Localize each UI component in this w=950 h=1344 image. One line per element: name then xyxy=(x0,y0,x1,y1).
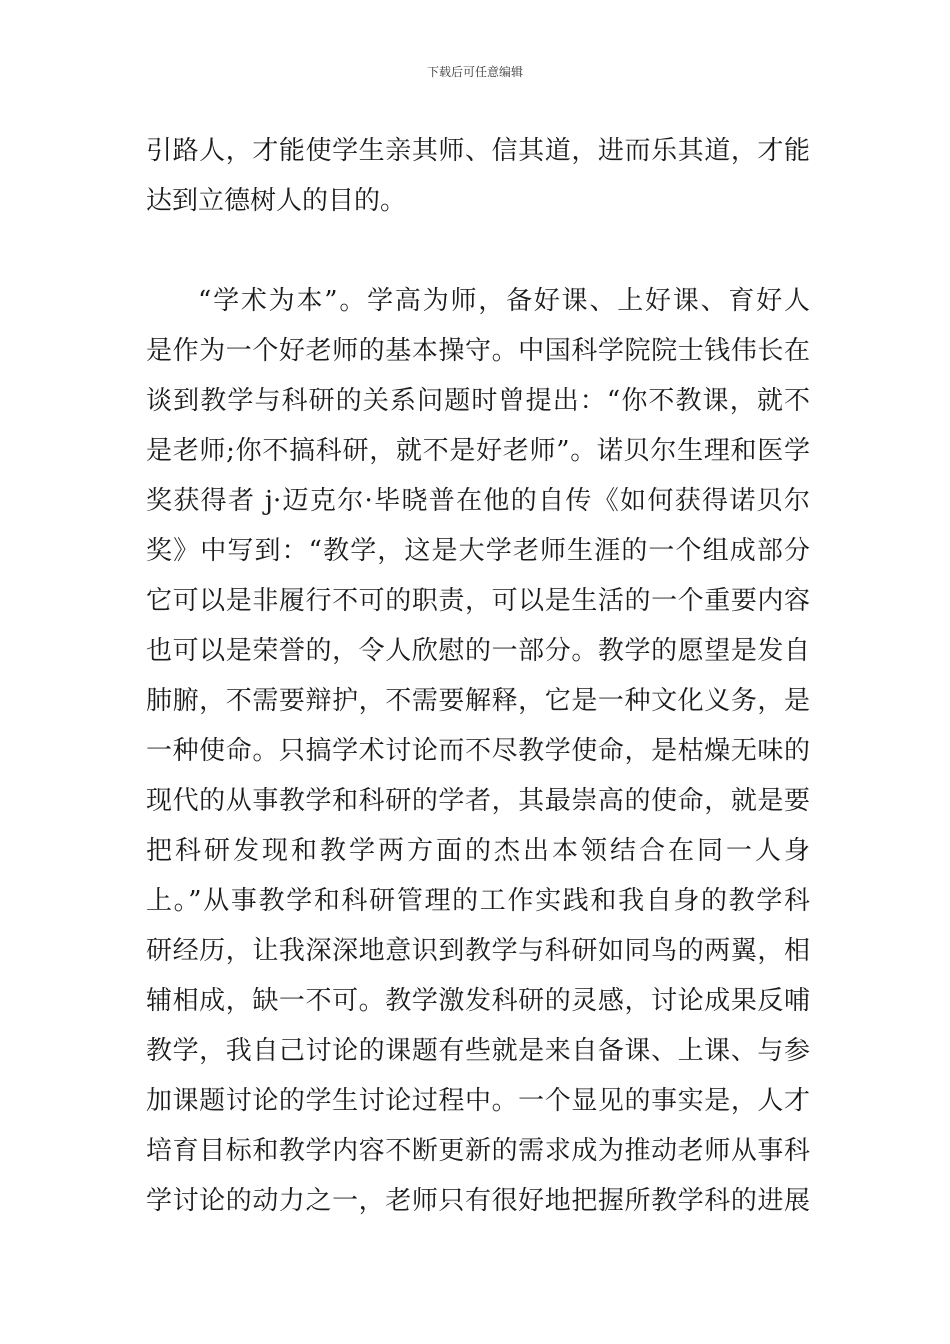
text-line: 一种使命。只搞学术讨论而不尽教学使命，是枯燥无味的 xyxy=(146,736,810,766)
text-line: 辅相成，缺一不可。教学激发科研的灵感，讨论成果反哺 xyxy=(146,986,810,1016)
document-body xyxy=(146,126,810,1226)
text-line: 引路人，才能使学生亲其师、信其道，进而乐其道，才能 xyxy=(146,136,810,166)
text-line: “学术为本”。学高为师，备好课、上好课、育好人 xyxy=(198,286,810,316)
text-line: 上。”从事教学和科研管理的工作实践和我自身的教学科 xyxy=(146,886,810,916)
text-line: 奖获得者 j·迈克尔·毕晓普在他的自传《如何获得诺贝尔 xyxy=(146,486,810,516)
text-line: 奖》中写到：“教学，这是大学老师生涯的一个组成部分 xyxy=(146,536,810,566)
text-line: 是作为一个好老师的基本操守。中国科学院院士钱伟长在 xyxy=(146,336,810,366)
text-line: 培育目标和教学内容不断更新的需求成为推动老师从事科 xyxy=(146,1136,810,1166)
text-line: 学讨论的动力之一，老师只有很好地把握所教学科的进展 xyxy=(146,1186,810,1216)
text-line: 肺腑，不需要辩护，不需要解释，它是一种文化义务，是 xyxy=(146,686,810,716)
text-line: 研经历，让我深深地意识到教学与科研如同鸟的两翼，相 xyxy=(146,936,810,966)
text-line: 是老师;你不搞科研，就不是好老师”。诺贝尔生理和医学 xyxy=(146,436,810,466)
text-line: 现代的从事教学和科研的学者，其最崇高的使命，就是要 xyxy=(146,786,810,816)
text-line: 达到立德树人的目的。 xyxy=(146,186,407,216)
paragraph-gap xyxy=(146,226,810,276)
page-header: 下载后可任意编辑 xyxy=(426,65,523,79)
text-line: 加课题讨论的学生讨论过程中。一个显见的事实是，人才 xyxy=(146,1086,810,1116)
text-line: 谈到教学与科研的关系问题时曾提出：“你不教课，就不 xyxy=(146,386,810,416)
text-line: 教学，我自己讨论的课题有些就是来自备课、上课、与参 xyxy=(146,1036,810,1066)
text-line: 它可以是非履行不可的职责，可以是生活的一个重要内容 xyxy=(146,586,810,616)
text-line: 也可以是荣誉的，令人欣慰的一部分。教学的愿望是发自 xyxy=(146,636,810,666)
text-line: 把科研发现和教学两方面的杰出本领结合在同一人身 xyxy=(146,836,810,866)
